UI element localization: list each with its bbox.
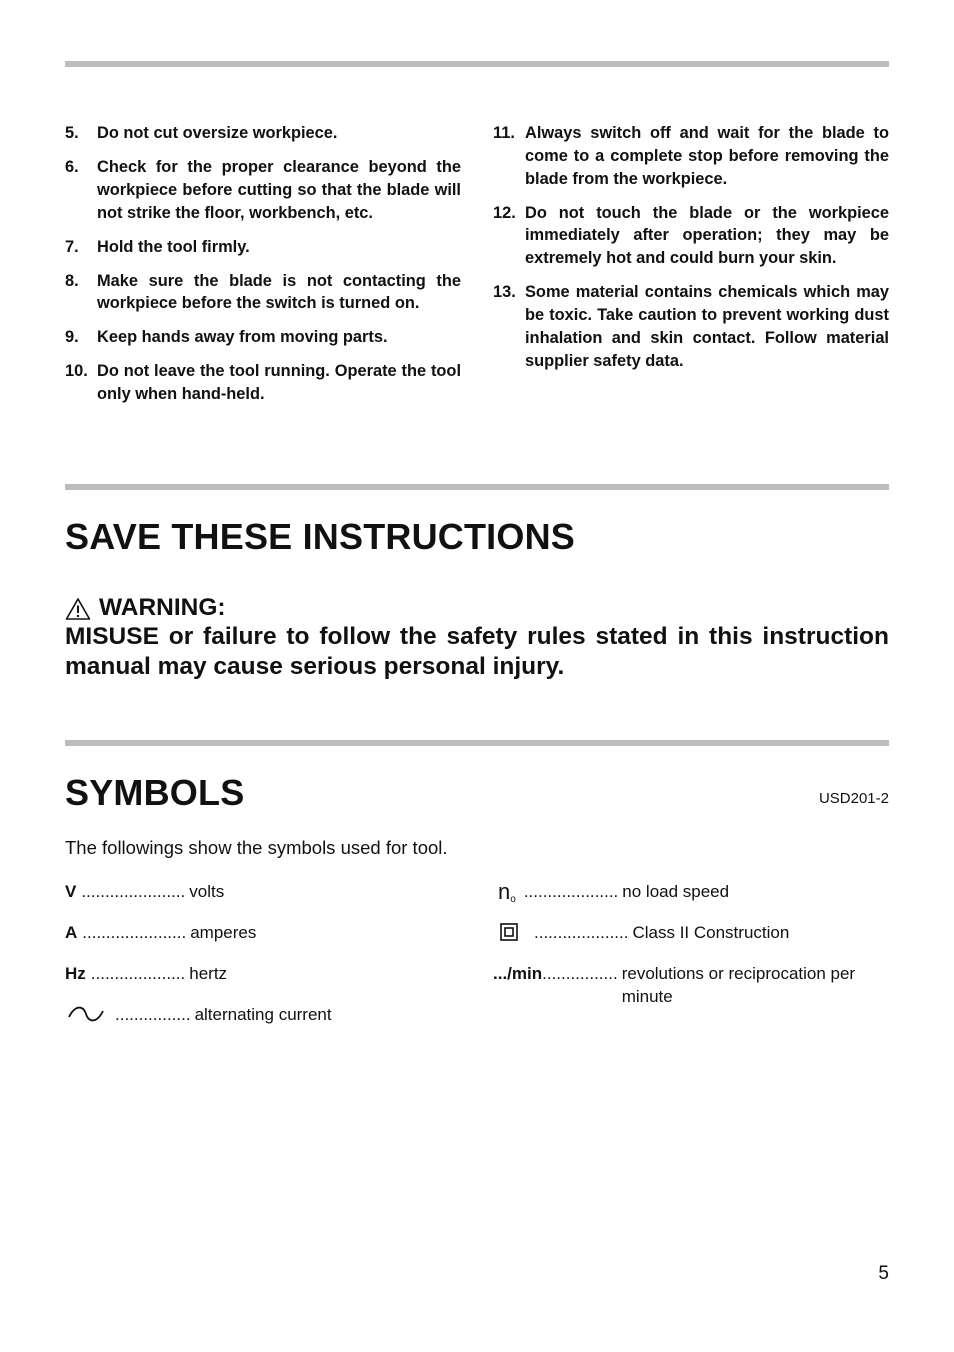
symbol-row	[493, 962, 889, 1008]
leader-dots: ......................	[81, 882, 186, 901]
save-section-divider	[65, 484, 889, 490]
symbol-row	[493, 880, 889, 911]
symbol-key: .../min	[493, 964, 543, 983]
no-load-speed-symbol: no	[498, 879, 516, 905]
page-number: 5	[878, 1263, 889, 1284]
symbol-description: Class II Construction	[632, 923, 790, 942]
item-text: Do not touch the blade or the workpiece immediately after operation; they may be extremely hot and could burn your skin.	[525, 203, 889, 268]
list-item	[65, 270, 461, 316]
top-divider	[65, 61, 889, 67]
list-item	[65, 122, 461, 145]
symbol-key: A	[65, 923, 78, 942]
item-number: 5.	[65, 124, 79, 142]
symbol-description: amperes	[190, 923, 257, 942]
leader-dots: ................	[542, 964, 618, 983]
list-item	[65, 326, 461, 349]
leader-dots: ....................	[534, 923, 629, 942]
item-number: 9.	[65, 328, 79, 347]
item-number: 7.	[65, 237, 79, 256]
list-item	[493, 122, 889, 190]
item-number: 6.	[65, 157, 79, 176]
item-number: 8.	[65, 271, 79, 290]
leader-dots: ....................	[90, 964, 186, 983]
symbol-row	[493, 921, 889, 944]
document-code: USD201-2	[818, 790, 889, 807]
warning-text: MISUSE or failure to follow the safety rules stated in this instruction manual may cause serious personal injury.	[65, 623, 889, 680]
list-item	[493, 202, 889, 270]
safety-rules-right-column	[493, 122, 889, 384]
leader-dots: ................	[115, 1005, 191, 1024]
list-item	[65, 236, 461, 259]
item-number: 12.	[493, 203, 516, 222]
list-item	[65, 360, 461, 406]
symbol-row	[65, 921, 485, 944]
symbol-row	[65, 1003, 485, 1026]
symbol-row	[65, 880, 485, 903]
symbol-row	[65, 962, 485, 985]
symbol-key: Hz	[65, 964, 86, 983]
item-text: Hold the tool firmly.	[97, 237, 250, 256]
item-text: Keep hands away from moving parts.	[97, 328, 388, 347]
item-text: Make sure the blade is not contacting the workpiece before the switch is turned on.	[97, 271, 461, 313]
leader-dots: ......................	[82, 923, 187, 942]
item-text: Always switch off and wait for the blade to come to a complete stop before removing the blade from the workpiece.	[525, 124, 889, 188]
warning-heading	[65, 593, 226, 623]
item-number: 13.	[493, 283, 516, 302]
leader-dots: ....................	[523, 882, 619, 901]
symbol-description: no load speed	[622, 882, 730, 901]
item-text: Check for the proper clearance beyond the workpiece before cutting so that the blade will not strike the floor, workbench, etc.	[97, 157, 461, 222]
symbols-intro: The followings show the symbols used for tool.	[65, 837, 448, 858]
symbols-heading: SYMBOLS	[65, 772, 245, 813]
safety-rules-left-column	[65, 122, 461, 417]
symbol-description: alternating current	[194, 1005, 332, 1024]
symbol-description: volts	[189, 882, 225, 901]
item-text: Do not leave the tool running. Operate the tool only when hand-held.	[97, 362, 461, 404]
save-instructions-heading: SAVE THESE INSTRUCTIONS	[65, 516, 575, 557]
alternating-current-icon	[65, 1003, 107, 1025]
warning-triangle-icon	[65, 597, 91, 621]
symbols-section-divider	[65, 740, 889, 746]
symbol-description: revolutions or reciprocation per minute	[621, 964, 856, 1006]
list-item	[493, 281, 889, 372]
item-number: 10.	[65, 362, 88, 381]
list-item	[65, 156, 461, 224]
item-text: Some material contains chemicals which may be toxic. Take caution to prevent working dust inhalation and skin contact. Follow material supplier safety data.	[525, 283, 889, 370]
item-number: 11.	[493, 124, 515, 142]
warning-label: WARNING:	[99, 594, 226, 621]
symbol-key: V	[65, 882, 77, 901]
item-text: Do not cut oversize workpiece.	[97, 124, 338, 142]
class-ii-construction-icon	[500, 923, 518, 941]
symbol-description: hertz	[189, 964, 228, 983]
